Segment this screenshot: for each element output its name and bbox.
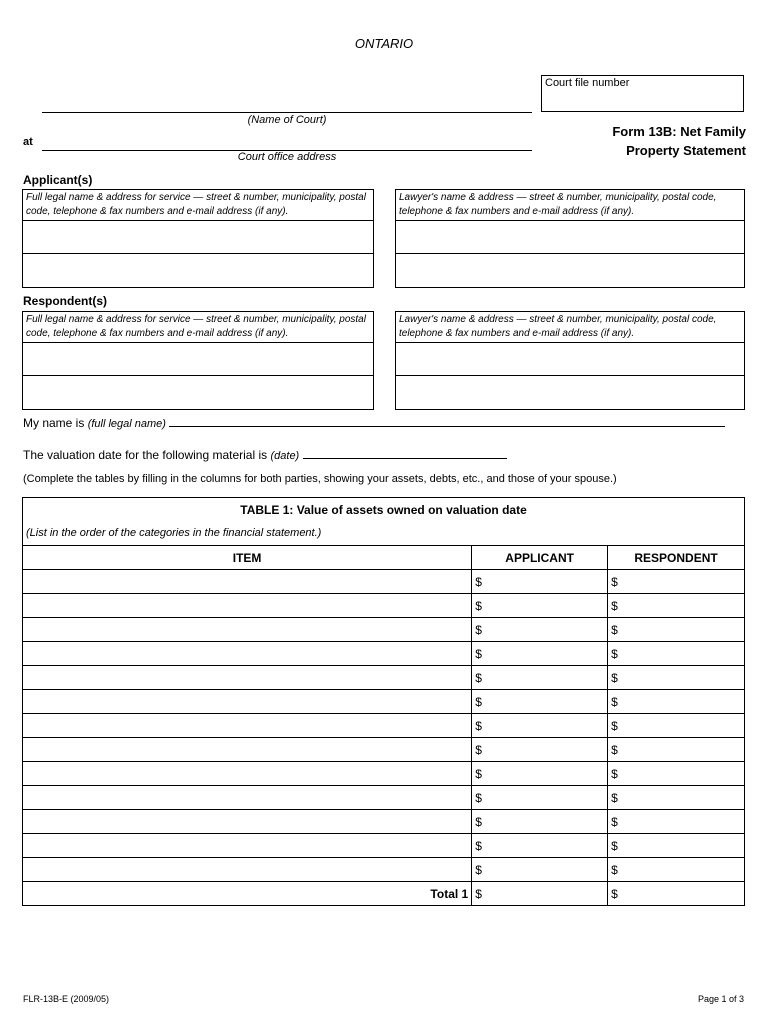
table-row [23, 858, 745, 882]
table-row [23, 618, 745, 642]
applicant-value-cell[interactable] [472, 642, 608, 666]
table-row [23, 690, 745, 714]
applicant-party-header: Full legal name & address for service — street & number, municipality, postal code, telephone & fax numbers and e-mail address (if any). [23, 190, 373, 221]
my-name-hint: (full legal name) [87, 418, 166, 430]
currency-symbol: $ [475, 670, 482, 685]
respondent-value-cell[interactable] [608, 810, 745, 834]
page-number: Page 1 of 3 [697, 994, 744, 1004]
at-label: at [23, 136, 33, 148]
currency-symbol: $ [611, 838, 618, 853]
total-applicant-cell[interactable] [472, 882, 608, 906]
valuation-date-row [23, 448, 507, 462]
table-title: TABLE 1: Value of assets owned on valuation date [23, 498, 745, 522]
currency-symbol: $ [611, 718, 618, 733]
currency-symbol: $ [475, 694, 482, 709]
item-cell[interactable] [23, 618, 472, 642]
table-row [23, 786, 745, 810]
currency-symbol: $ [475, 718, 482, 733]
currency-symbol: $ [611, 574, 618, 589]
applicant-value-cell[interactable] [472, 570, 608, 594]
currency-symbol: $ [475, 574, 482, 589]
total-label: Total 1 [23, 882, 472, 906]
respondent-value-cell[interactable] [608, 762, 745, 786]
respondent-value-cell[interactable] [608, 570, 745, 594]
valuation-date-prefix: The valuation date for the following material is [23, 448, 268, 462]
currency-symbol: $ [611, 670, 618, 685]
currency-symbol: $ [611, 790, 618, 805]
respondent-value-cell[interactable] [608, 738, 745, 762]
currency-symbol: $ [475, 622, 482, 637]
currency-symbol: $ [611, 598, 618, 613]
applicant-value-cell[interactable] [472, 738, 608, 762]
complete-tables-note: (Complete the tables by filling in the columns for both parties, showing your assets, debts, etc., and those of your spouse.) [23, 473, 617, 485]
valuation-date-hint: (date) [270, 450, 300, 462]
applicant-lawyer-field-2[interactable] [396, 254, 744, 287]
currency-symbol: $ [611, 742, 618, 757]
currency-symbol: $ [611, 622, 618, 637]
item-cell[interactable] [23, 714, 472, 738]
respondent-value-cell[interactable] [608, 858, 745, 882]
respondent-party-header: Full legal name & address for service — street & number, municipality, postal code, telephone & fax numbers and e-mail address (if any). [23, 312, 373, 343]
applicant-value-cell[interactable] [472, 594, 608, 618]
form-title [540, 122, 746, 160]
respondent-lawyer-box [395, 311, 745, 410]
applicant-lawyer-header: Lawyer's name & address — street & number, municipality, postal code, telephone & fax numbers and e-mail address (if any). [396, 190, 744, 221]
currency-symbol: $ [475, 766, 482, 781]
my-name-prefix: My name is [23, 416, 85, 430]
currency-symbol: $ [611, 862, 618, 877]
item-cell[interactable] [23, 858, 472, 882]
item-cell[interactable] [23, 810, 472, 834]
table-row [23, 810, 745, 834]
jurisdiction-heading: ONTARIO [354, 36, 414, 51]
currency-symbol: $ [475, 862, 482, 877]
currency-symbol: $ [475, 742, 482, 757]
applicant-value-cell[interactable] [472, 810, 608, 834]
currency-symbol: $ [475, 838, 482, 853]
item-cell[interactable] [23, 690, 472, 714]
respondent-value-cell[interactable] [608, 594, 745, 618]
currency-symbol: $ [475, 646, 482, 661]
currency-symbol: $ [475, 790, 482, 805]
table-row [23, 570, 745, 594]
table-row [23, 762, 745, 786]
applicant-value-cell[interactable] [472, 618, 608, 642]
item-cell[interactable] [23, 834, 472, 858]
table-row [23, 642, 745, 666]
respondent-value-cell[interactable] [608, 786, 745, 810]
court-file-number-label: Court file number [545, 77, 630, 89]
applicant-value-cell[interactable] [472, 834, 608, 858]
respondent-value-cell[interactable] [608, 690, 745, 714]
column-header-applicant: APPLICANT [472, 546, 608, 570]
table-row [23, 594, 745, 618]
form-title-line1: Form 13B: Net Family [612, 124, 746, 139]
column-header-respondent: RESPONDENT [608, 546, 745, 570]
item-cell[interactable] [23, 642, 472, 666]
applicant-value-cell[interactable] [472, 762, 608, 786]
currency-symbol: $ [611, 886, 618, 901]
respondent-value-cell[interactable] [608, 834, 745, 858]
currency-symbol: $ [611, 766, 618, 781]
currency-symbol: $ [611, 814, 618, 829]
column-header-item: ITEM [23, 546, 472, 570]
applicant-value-cell[interactable] [472, 690, 608, 714]
respondent-party-field-2[interactable] [23, 376, 373, 409]
applicant-party-field-1[interactable] [23, 221, 373, 254]
table-row [23, 738, 745, 762]
respondent-lawyer-field-2[interactable] [396, 376, 744, 409]
currency-symbol: $ [475, 598, 482, 613]
assets-table [22, 497, 745, 906]
respondents-label: Respondent(s) [23, 294, 107, 308]
currency-symbol: $ [475, 886, 482, 901]
form-title-line2: Property Statement [626, 143, 746, 158]
item-cell[interactable] [23, 666, 472, 690]
respondent-value-cell[interactable] [608, 714, 745, 738]
total-respondent-cell[interactable] [608, 882, 745, 906]
total-row [23, 882, 745, 906]
item-cell[interactable] [23, 594, 472, 618]
applicant-party-field-2[interactable] [23, 254, 373, 287]
respondent-value-cell[interactable] [608, 642, 745, 666]
item-cell[interactable] [23, 738, 472, 762]
currency-symbol: $ [611, 694, 618, 709]
respondent-value-cell[interactable] [608, 666, 745, 690]
court-office-address-caption: Court office address [237, 151, 337, 163]
respondent-lawyer-header: Lawyer's name & address — street & number, municipality, postal code, telephone & fax numbers and e-mail address (if any). [396, 312, 744, 343]
respondent-lawyer-field-1[interactable] [396, 343, 744, 376]
applicant-lawyer-box [395, 189, 745, 288]
currency-symbol: $ [475, 814, 482, 829]
table-note: (List in the order of the categories in the financial statement.) [23, 522, 745, 546]
applicant-value-cell[interactable] [472, 786, 608, 810]
table-row [23, 666, 745, 690]
currency-symbol: $ [611, 646, 618, 661]
my-name-row [23, 416, 725, 430]
respondent-party-field-1[interactable] [23, 343, 373, 376]
respondent-value-cell[interactable] [608, 618, 745, 642]
name-of-court-caption: (Name of Court) [247, 114, 327, 126]
applicant-value-cell[interactable] [472, 858, 608, 882]
court-file-number-field[interactable] [541, 75, 744, 112]
applicant-party-box [22, 189, 374, 288]
name-of-court-field[interactable] [42, 112, 532, 113]
applicants-label: Applicant(s) [23, 173, 93, 187]
full-legal-name-field[interactable] [169, 426, 725, 427]
respondent-party-box [22, 311, 374, 410]
item-cell[interactable] [23, 570, 472, 594]
valuation-date-field[interactable] [303, 458, 507, 459]
item-cell[interactable] [23, 786, 472, 810]
table-row [23, 714, 745, 738]
item-cell[interactable] [23, 762, 472, 786]
applicant-lawyer-field-1[interactable] [396, 221, 744, 254]
form-code: FLR-13B-E (2009/05) [23, 994, 110, 1004]
applicant-value-cell[interactable] [472, 714, 608, 738]
table-row [23, 834, 745, 858]
applicant-value-cell[interactable] [472, 666, 608, 690]
